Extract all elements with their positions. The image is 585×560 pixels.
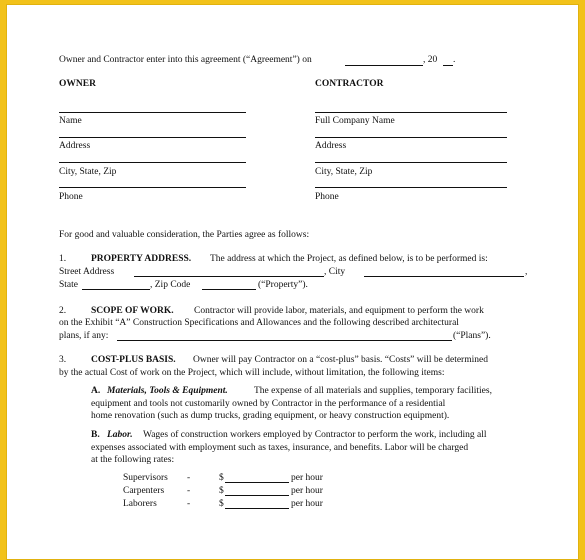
intro-text: Owner and Contractor enter into this agreement (“Agreement”) on	[59, 55, 312, 65]
item-a-title: Materials, Tools & Equipment.	[107, 386, 228, 396]
street-address-line[interactable]	[134, 276, 324, 277]
contractor-address-line[interactable]	[315, 137, 507, 138]
contractor-city-line[interactable]	[315, 162, 507, 163]
document-page	[6, 4, 579, 560]
owner-city-line[interactable]	[59, 162, 246, 163]
consideration-text: For good and valuable consideration, the Parties agree as follows:	[59, 230, 310, 240]
rate-dash-laborers: -	[187, 499, 191, 509]
plans-label: (“Plans”).	[453, 331, 491, 341]
city-line[interactable]	[364, 276, 524, 277]
item-a-line3: home renovation (such as dump trucks, grading equipment, or heavy construction equipment).	[91, 411, 450, 421]
state-label: State	[59, 280, 78, 290]
agreement-date-line[interactable]	[345, 65, 423, 66]
section3-title: COST-PLUS BASIS.	[91, 355, 176, 365]
zip-line[interactable]	[202, 289, 256, 290]
rate-currency-laborers: $	[219, 499, 224, 509]
owner-phone-line[interactable]	[59, 187, 246, 188]
owner-name-label: Name	[59, 116, 82, 126]
item-a-line2: equipment and tools not customarily owned by Contractor in the performance of a residential	[91, 399, 446, 409]
intro-end: .	[453, 55, 456, 65]
city-label: , City	[324, 267, 346, 277]
property-label: (“Property”).	[258, 280, 308, 290]
contractor-name-line[interactable]	[315, 112, 507, 113]
item-a-label: A.	[91, 386, 101, 396]
owner-heading: OWNER	[59, 79, 96, 89]
rate-dash-carpenters: -	[187, 486, 191, 496]
item-a-line1: The expense of all materials and supplies, temporary facilities,	[254, 386, 492, 396]
contractor-city-label: City, State, Zip	[315, 167, 373, 177]
agreement-year-line[interactable]	[443, 65, 453, 66]
contractor-name-label: Full Company Name	[315, 116, 395, 126]
section1-number: 1.	[59, 254, 67, 264]
rate-unit-laborers: per hour	[291, 499, 323, 509]
contractor-phone-line[interactable]	[315, 187, 507, 188]
owner-city-label: City, State, Zip	[59, 167, 117, 177]
section2-line2: on the Exhibit “A” Construction Specifications and Allowances and the following described architectural	[59, 318, 459, 328]
contractor-address-label: Address	[315, 141, 347, 151]
plans-line[interactable]	[117, 340, 452, 341]
section3-number: 3.	[59, 355, 67, 365]
item-b-line2: expenses associated with employment such as taxes, insurance, and benefits. Labor will be charged	[91, 443, 469, 453]
street-address-label: Street Address	[59, 267, 115, 277]
rate-role-laborers: Laborers	[123, 499, 157, 509]
owner-name-line[interactable]	[59, 112, 246, 113]
rate-unit-carpenters: per hour	[291, 486, 323, 496]
owner-address-line[interactable]	[59, 137, 246, 138]
item-b-line1: Wages of construction workers employed by Contractor to perform the work, including all	[143, 430, 487, 440]
section2-number: 2.	[59, 306, 67, 316]
section2-title: SCOPE OF WORK.	[91, 306, 174, 316]
owner-address-label: Address	[59, 141, 91, 151]
contractor-phone-label: Phone	[315, 192, 339, 202]
rate-currency-carpenters: $	[219, 486, 224, 496]
rate-line-carpenters[interactable]	[225, 495, 289, 496]
contractor-heading: CONTRACTOR	[315, 79, 384, 89]
section2-line3: plans, if any:	[59, 331, 109, 341]
rate-dash-supervisors: -	[187, 473, 191, 483]
zip-label: , Zip Code	[150, 280, 191, 290]
city-comma: ,	[525, 267, 528, 277]
rate-role-supervisors: Supervisors	[123, 473, 168, 483]
rate-line-laborers[interactable]	[225, 508, 289, 509]
rate-role-carpenters: Carpenters	[123, 486, 165, 496]
owner-phone-label: Phone	[59, 192, 83, 202]
item-b-line3: at the following rates:	[91, 455, 175, 465]
intro-year-prefix: , 20	[423, 55, 438, 65]
section3-line1: Owner will pay Contractor on a “cost-plus” basis. “Costs” will be determined	[193, 355, 488, 365]
section2-line1: Contractor will provide labor, materials, and equipment to perform the work	[194, 306, 484, 316]
rate-currency-supervisors: $	[219, 473, 224, 483]
section3-line2: by the actual Cost of work on the Project, which will include, without limitation, the following items:	[59, 368, 445, 378]
section1-title: PROPERTY ADDRESS.	[91, 254, 192, 264]
item-b-label: B.	[91, 430, 100, 440]
section1-text: The address at which the Project, as defined below, is to be performed is:	[210, 254, 488, 264]
item-b-title: Labor.	[107, 430, 133, 440]
rate-unit-supervisors: per hour	[291, 473, 323, 483]
rate-line-supervisors[interactable]	[225, 482, 289, 483]
state-line[interactable]	[82, 289, 150, 290]
